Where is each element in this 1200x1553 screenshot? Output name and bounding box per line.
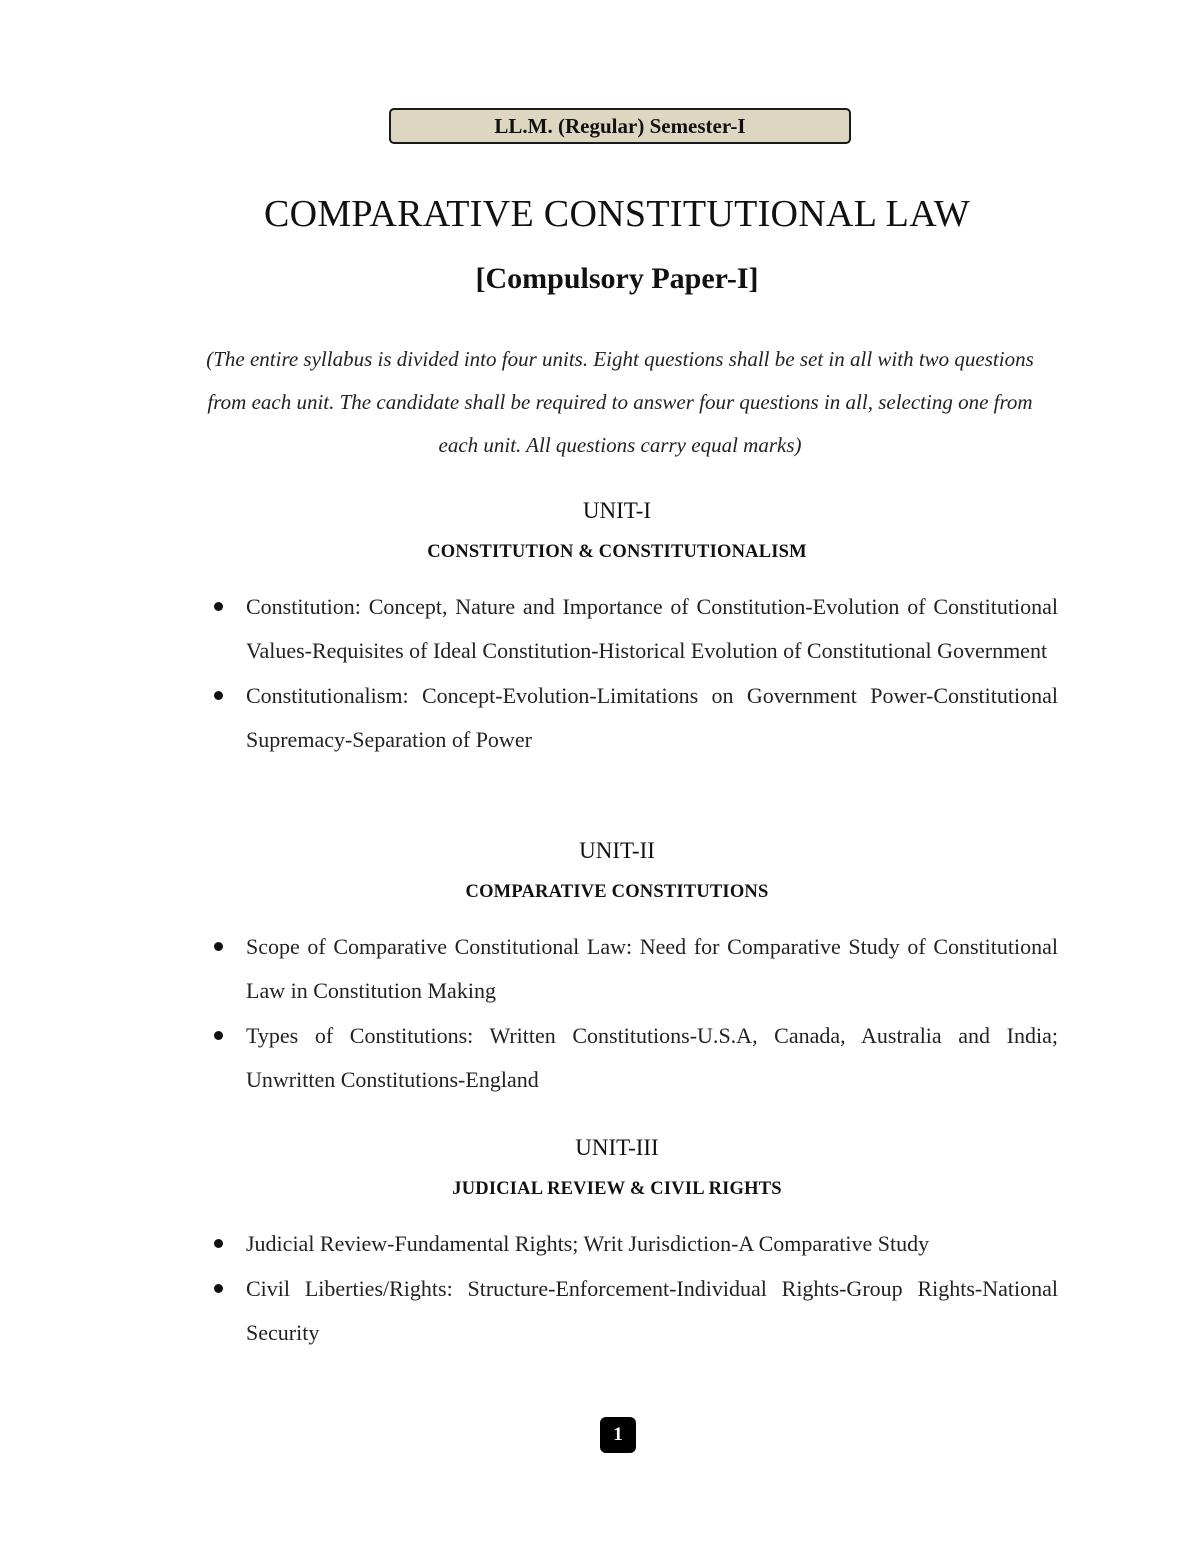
- unit-2-heading: COMPARATIVE CONSTITUTIONS: [465, 882, 769, 902]
- unit-1-topic-text: Constitutionalism: Concept-Evolution-Limitations on Government Power-Constitutional Supremacy-Separation of Power: [246, 683, 1058, 752]
- unit-3-label: UNIT-III: [575, 1135, 659, 1160]
- unit-3-topic-item: [246, 1267, 1058, 1355]
- unit-2-topic-text: Scope of Comparative Constitutional Law: Need for Comparative Study of Constitutional Law in Constitution Making: [246, 934, 1058, 1003]
- page-number: 1: [613, 1424, 623, 1445]
- unit-2-topic-list: [246, 925, 1058, 1103]
- course-header-label: LL.M. (Regular) Semester-I: [494, 113, 746, 138]
- unit-1-label: UNIT-I: [582, 498, 652, 523]
- unit-3-topic-text: Civil Liberties/Rights: Structure-Enforcement-Individual Rights-Group Rights-National Security: [246, 1276, 1058, 1345]
- unit-2-topic-item: [246, 925, 1058, 1013]
- bullet-icon: [214, 1239, 223, 1248]
- unit-1-topic-list: [246, 585, 1058, 763]
- unit-3-topic-text: Judicial Review-Fundamental Rights; Writ Jurisdiction-A Comparative Study: [246, 1231, 930, 1256]
- unit-2-topic-text: Types of Constitutions: Written Constitutions-U.S.A, Canada, Australia and India; Unwritten Constitutions-England: [246, 1023, 1058, 1092]
- unit-1-topic-text: Constitution: Concept, Nature and Importance of Constitution-Evolution of Constitutional Values-Requisites of Ideal Constitution-Historical Evolution of Constitutional Government: [246, 594, 1058, 663]
- unit-3-topic-item: [246, 1222, 1058, 1266]
- bullet-icon: [214, 602, 223, 611]
- document-title: COMPARATIVE CONSTITUTIONAL LAW: [263, 193, 971, 235]
- bullet-icon: [214, 1284, 223, 1293]
- page-number-badge: [600, 1417, 636, 1453]
- unit-1-topic-item: [246, 585, 1058, 673]
- unit-3-heading: JUDICIAL REVIEW & CIVIL RIGHTS: [452, 1179, 782, 1199]
- unit-1-topic-item: [246, 674, 1058, 762]
- bullet-icon: [214, 942, 223, 951]
- exam-instructions: (The entire syllabus is divided into four units. Eight questions shall be set in all with two questions from each unit. The candidate shall be required to answer four questions in all, selecting one from each unit. All questions carry equal marks): [206, 347, 1034, 457]
- bullet-icon: [214, 1031, 223, 1040]
- unit-3-topic-list: [246, 1222, 1058, 1356]
- bullet-icon: [214, 691, 223, 700]
- unit-2-topic-item: [246, 1014, 1058, 1102]
- unit-2-label: UNIT-II: [579, 838, 655, 863]
- course-header-box: [389, 108, 851, 144]
- document-subtitle: [Compulsory Paper-I]: [475, 262, 759, 295]
- unit-1-heading: CONSTITUTION & CONSTITUTIONALISM: [427, 542, 807, 562]
